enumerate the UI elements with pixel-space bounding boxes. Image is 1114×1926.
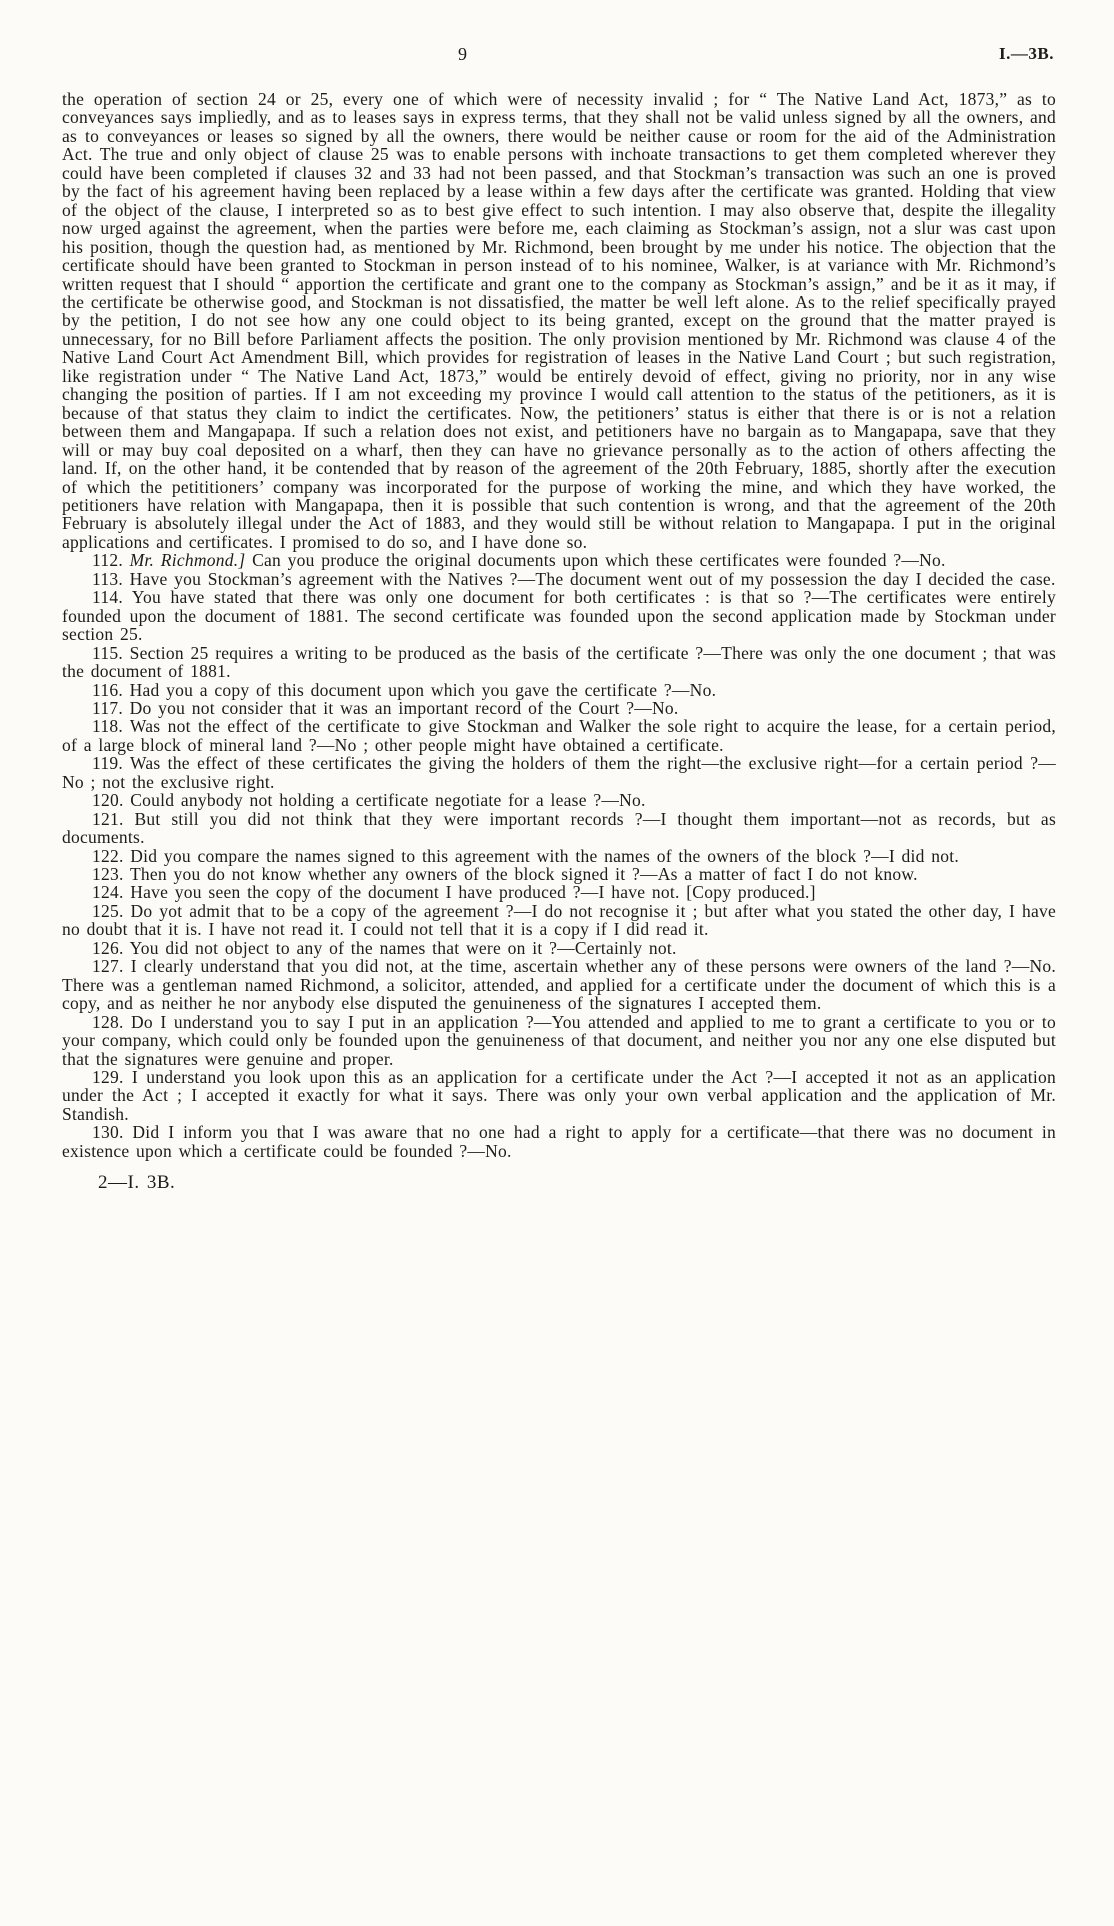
qa-item [62, 754, 1056, 791]
qa-text: Do you not consider that it was an important record of the Court ?—No. [129, 697, 679, 718]
qa-item [62, 939, 1056, 957]
question-number: 119. [92, 753, 130, 774]
qa-text: You did not object to any of the names that were on it ?—Certainly not. [129, 937, 677, 958]
qa-item [62, 883, 1056, 901]
qa-text: Can you produce the original documents upon which these certificates were founded ?—No. [252, 550, 946, 571]
qa-item [62, 717, 1056, 754]
qa-text: Did I inform you that I was aware that no one had a right to apply for a certificate—that there was no document in existence upon which a certificate could be founded ?—No. [62, 1122, 1057, 1161]
question-number: 126. [92, 937, 130, 958]
qa-text: Was not the effect of the certificate to give Stockman and Walker the sole right to acquire the lease, for a certain period, of a large block of mineral land ?—No ; other people might have obtained a certificate. [62, 716, 1056, 755]
qa-item [62, 957, 1056, 1012]
qa-text: Could anybody not holding a certificate negotiate for a lease ?—No. [130, 790, 646, 811]
qa-item [62, 1068, 1056, 1123]
qa-text: Then you do not know whether any owners of the block signed it ?—As a matter of fact I do not know. [129, 864, 918, 885]
page-number: 9 [458, 44, 467, 64]
qa-item [62, 902, 1056, 939]
question-number: 127. [92, 956, 131, 977]
question-number: 124. [92, 882, 131, 903]
qa-item [62, 551, 1056, 569]
qa-item [62, 699, 1056, 717]
question-number: 120. [92, 790, 131, 811]
qa-text: But still you did not think that they were important records ?—I thought them important—not as records, but as documents. [62, 808, 1057, 848]
continuation-paragraph: the operation of section 24 or 25, every one of which were of necessity invalid ; for “ The Native Land Act, 1873,” as to conveyances says impliedly, and as to leases says in express terms, that they shall not be valid unless signed by all the owners, and as to conveyances or leases so signed by all the owners, there would be neither cause or room for the aid of the Administration Act. The true and only object of clause 25 was to enable persons with inchoate transactions to get them completed wherever they could have been completed if clauses 32 and 33 had not been passed, and that Stockman’s transaction was such an one is proved by the fact of his agreement having been replaced by a lease within a few days after the certificate was granted. Holding that view of the object of the clause, I interpreted so as to best give effect to such intention. I may also observe that, despite the illegality now urged against the agreement, when the parties were before me, each claiming as Stockman’s assign, not a slur was cast upon his position, though the question had, as mentioned by Mr. Richmond, been brought by me under his notice. The objection that the certificate should have been granted to Stockman in person instead of to his nominee, Walker, is at variance with Mr. Richmond’s written request that I should “ apportion the certificate and grant one to the company as Stockman’s assign,” and be it as it may, if the certificate be otherwise good, and Stockman is not dissatisfied, the matter be well left alone. As to the relief specifically prayed by the petition, I do not see how any one could object to its being granted, except on the ground that the matter prayed is unnecessary, for no Bill before Parliament affects the position. The only provision mentioned by Mr. Richmond was clause 4 of the Native Land Court Act Amendment Bill, which provides for registration of leases in the Native Land Court ; but such registration, like registration under “ The Native Land Act, 1873,” would be entirely devoid of effect, giving no priority, nor in any wise changing the position of parties. If I am not exceeding my province I would call attention to the status of the petitioners, as it is because of that status they claim to indict the certificates. Now, the petitioners’ status is either that there is or is not a relation between them and Mangapapa. If such a relation does not exist, and petitioners have no bargain as to Mangapapa, save that they will or may buy coal deposited on a wharf, then they can have no grievance personally as to the action of others affecting the land. If, on the other hand, it be contended that by reason of the agreement of the 20th February, 1885, shortly after the execution of which the petititioners’ company was incorporated for the purpose of working the mine, and which they have worked, the petitioners have relation with Mangapapa, then it is possible that such contention is wrong, and that the agreement of the 20th February is absolutely illegal under the Act of 1883, and they would still be without relation to Mangapapa. I put in the original applications and certificates. I promised to do so, and I have done so. [62, 89, 1056, 552]
document-reference: I.—3B. [999, 44, 1054, 63]
qa-text: You have stated that there was only one document for both certificates : is that so ?—The certificates were entirely founded upon the document of 1881. The second certificate was founded upon the second application made by Stockman under section 25. [62, 587, 1057, 645]
question-number: 121. [92, 808, 135, 829]
question-number: 112. [92, 550, 130, 571]
question-number: 117. [92, 697, 130, 718]
qa-item [62, 1013, 1056, 1068]
document-body [62, 90, 1056, 1193]
question-number: 118. [92, 716, 130, 737]
page-header [62, 44, 1054, 66]
question-number: 122. [92, 845, 131, 866]
question-number: 130. [92, 1122, 133, 1143]
qa-item [62, 847, 1056, 865]
question-number: 125. [92, 900, 131, 921]
qa-text: I understand you look upon this as an application for a certificate under the Act ?—I accepted it not as an application under the Act ; I accepted it exactly for what it says. There was only your own verbal application and the application of Mr. Standish. [62, 1067, 1057, 1124]
qa-text: Do I understand you to say I put in an application ?—You attended and applied to me to grant a certificate to you or to your company, which could only be founded upon the genuineness of that document, and neither you nor any one else disputed but that the signatures were genuine and proper. [62, 1011, 1056, 1069]
qa-text: Have you Stockman’s agreement with the Natives ?—The document went out of my possession the day I decided the case. [129, 568, 1056, 589]
qa-item [62, 1123, 1056, 1160]
question-number: 115. [92, 642, 130, 663]
question-number: 129. [92, 1067, 132, 1088]
qa-text: Did you compare the names signed to this agreement with the names of the owners of the block ?—I did not. [130, 845, 960, 866]
question-number: 123. [92, 864, 130, 885]
qa-text: I clearly understand that you did not, at the time, ascertain whether any of these persons were owners of the land ?—No. There was a gentleman named Richmond, a solicitor, attended, and applied for a certificate under the document of which this is a copy, and as neither he nor anybody else disputed the genuineness of the signatures I accepted them. [62, 956, 1057, 1014]
question-number: 114. [92, 587, 132, 608]
speaker-name: Mr. Richmond.] [129, 550, 253, 571]
qa-item [62, 681, 1056, 699]
printers-signature: 2—I. 3B. [98, 1172, 176, 1194]
qa-text: Have you seen the copy of the document I have produced ?—I have not. [Copy produced.] [130, 882, 816, 903]
qa-list [62, 551, 1056, 1160]
qa-item [62, 570, 1056, 588]
question-number: 116. [92, 679, 130, 700]
qa-text: Do yot admit that to be a copy of the agreement ?—I do not recognise it ; but after what you stated the other day, I have no doubt that it is. I have not read it. I could not tell that it is a copy if I did read it. [62, 900, 1057, 940]
question-number: 128. [92, 1011, 132, 1032]
qa-item [62, 644, 1056, 681]
qa-text: Was the effect of these certificates the giving the holders of them the right—the exclusive right—for a certain period ?—No ; not the exclusive right. [62, 753, 1056, 792]
question-number: 113. [92, 568, 130, 589]
qa-text: Section 25 requires a writing to be produced as the basis of the certificate ?—There was only the one document ; that was the document of 1881. [62, 642, 1056, 682]
qa-text: Had you a copy of this document upon which you gave the certificate ?—No. [129, 679, 717, 700]
qa-item [62, 810, 1056, 847]
qa-item [62, 791, 1056, 809]
qa-item [62, 588, 1056, 643]
qa-item [62, 865, 1056, 883]
